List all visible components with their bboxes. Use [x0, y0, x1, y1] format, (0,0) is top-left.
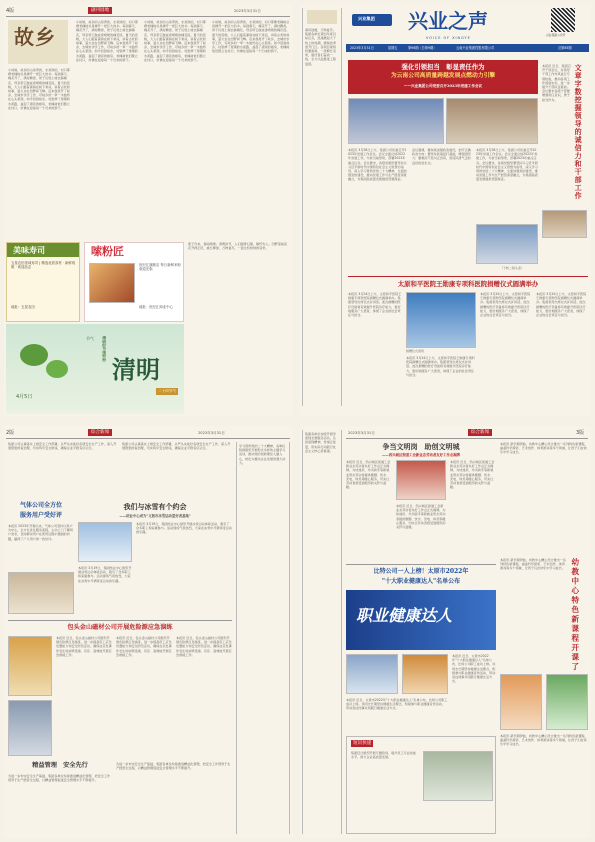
front-left-text: 春风送暖，万物复苏。集团各单位紧扣年度目标任务，迅速掀起大干快上的热潮，确保首季度开门红。各项目现场机器轰鸣，一派繁忙景象，建设者们奋战一线，全力以赴推进工程进度。 [305, 28, 336, 66]
health-headline-1: 比特公司一人上榜！太原市2022年 [373, 568, 469, 575]
qingtuan-icon [20, 344, 48, 366]
second-body-a: 本报讯 3月24日上午，太原和平医院王勋康专项科医院捐赠仪式圆满举办。集团领导出席仪式并讲话。此次捐赠的医疗设备将有效提升医院诊疗能力，更好地服务广大患者，体现了企业的社会责任与担当。 [348, 292, 402, 318]
health-body-a: 本报讯 近日，太原市2022年"十大职业健康达人"名单公布，比特公司职工成功上榜。该同志长期坚持健康生活理念，积极参与职业健康宣传活动，带动身边同事共同践行健康生活方式。 [452, 654, 496, 684]
civil-body-b: 本报讯 近日，西兴城区街道工会新业态劳动者友好工作点正式揭牌，为快递员、外卖骑手等新就业形态劳动者提供歇脚、饮水、充电、休息等暖心服务，切实让劳动者感受到组织的关怀与温暖。 [396, 504, 446, 530]
story-divider [348, 276, 588, 277]
article-body-b: 小时候，故乡的山是青的，水是绿的，村口那棵老槐树总是撑开一把巨大的伞。每到春天，槐花开了，满村飘香，孩子们爬上树去摘槐花，母亲用它做成香喷喷的槐花饭。夏天的夜晚，大人们摇着蒲扇在树下乘凉，讲着古老的故事，萤火虫在田野间飞舞。后来我离开了故乡，去城市求学工作，可故乡的一草一木始终在心头萦绕。如今回到故乡，村里修了宽阔的水泥路，盖起了漂亮的楼房，老槐树依旧挺立在村口，仿佛在迎接每一个归来的游子。 [76, 20, 138, 62]
second-body-b: 本报讯 3月24日上午，太原和平医院王勋康专项科医院捐赠仪式圆满举办。集团领导出席仪式并讲话。此次捐赠的医疗设备将有效提升医院诊疗能力，更好地服务广大患者，体现了企业的社会责任与担当。 [406, 356, 475, 377]
masthead-title: 兴业之声 [408, 9, 488, 33]
bl-right-text: 学习贯彻党的二十大精神，各单位积极组织开展形式多样的主题学习活动，推动党的创新理论入脑入心，转化为推动企业发展的强大动力。 [239, 444, 286, 465]
ad-sushi-text: 五星农田美味寿司 | 精选优质食材 · 新鲜现做 · 欢迎品尝 [11, 261, 76, 270]
right-feature-body: 本报讯 近日，集团召开干部会议，对领导干部工作作风进行专项检查，推动各项工作落到实处，进一步提升干部队伍素质。会议要求各级干部要增强责任意识，勇于担当作为。 [542, 64, 571, 102]
lead-body-a: 本报讯 3月28日上午，集团公司党委召开2023年党建工作会议。会议全面总结2022年党建工作，分析当前形势，部署2023年重点任务。会议要求，各级党组织要坚持以习近平新时代中国特色社会主义思想为指导，深入学习贯彻党的二十大精神，全面加强党的建设，推动党建工作与生产经营深度融合，为集团高质量发展提供坚强保证。 [348, 148, 407, 182]
front-left-column [302, 8, 342, 406]
publisher: 云南兴业集团控股有限公司 [456, 45, 495, 50]
civil-headline: 争当文明岗 助创文明城 [382, 442, 460, 451]
second-photo [406, 292, 476, 348]
health-banner [346, 590, 496, 650]
ad-sushi-address: 地址：五星农田 [11, 305, 35, 309]
qr-code-icon [551, 8, 575, 32]
section-tab: 副刊园地 [88, 7, 112, 14]
lead-photo-1 [348, 98, 444, 144]
civil-body-a: 本报讯 近日，西兴城区街道工会新业态劳动者友好工作点正式揭牌，为快递员、外卖骑手等新就业形态劳动者提供歇脚、饮水、充电、休息等暖心服务，切实让劳动者感受到组织的关怀与温暖。 [346, 460, 391, 490]
header-rule [6, 16, 290, 17]
article-body-a: 小时候，故乡的山是青的，水是绿的，村口那棵老槐树总是撑开一把巨大的伞。每到春天，槐花开了，满村飘香，孩子们爬上树去摘槐花，母亲用它做成香喷喷的槐花饭。夏天的夜晚，大人们摇着蒲扇在树下乘凉，讲着古老的故事，萤火虫在田野间飞舞。后来我离开了故乡，去城市求学工作，可故乡的一草一木始终在心头萦绕。如今回到故乡，村里修了宽阔的水泥路，盖起了漂亮的楼房，老槐树依旧挺立在村口，仿佛在迎接每一个归来的游子。 [8, 68, 70, 110]
ad-sushi [6, 242, 80, 322]
ad-noodle-address: 地址：世纪汇商业中心 [139, 305, 173, 309]
lead-body-c: 本报讯 3月28日上午，集团公司党委召开2023年党建工作会议。会议全面总结2022年党建工作，分析当前形势，部署2023年重点任务。会议要求，各级党组织要坚持以习近平新时代中国特色社会主义思想为指导，深入学习贯彻党的二十大精神，全面加强党的建设，推动党建工作与生产经营深度融合，为集团高质量发展提供坚强保证。 [476, 148, 538, 182]
civil-body-c: 本报讯 近日，西兴城区街道工会新业态劳动者友好工作点正式揭牌，为快递员、外卖骑手等新就业形态劳动者提供歇脚、饮水、充电、休息等暖心服务，切实让劳动者感受到组织的关怀与温暖。 [450, 460, 495, 490]
issue-date: 2023年3月31日 [350, 45, 374, 50]
intro-body-a: 集团公司认真落实上级安全工作部署，从严从实抓好各项安全生产工作，深入开展隐患排查治理，切实筑牢安全防线，确保企业平稳有序运行。 [8, 442, 117, 451]
ad-noodle-text: 世纪汇旗舰店 每日新鲜米粉 欢迎光临 [139, 263, 181, 272]
page-number: 4版 [6, 8, 15, 14]
masthead-en: VOICE OF XINGYE [426, 36, 471, 40]
drill-photo-2 [8, 700, 52, 756]
kindergarten-body-bottom: 本报讯 新学期伊始，幼教中心精心设计推出一系列特色新课程，涵盖科学探索、艺术创作、体育游戏等多个领域，让孩子们在快乐中学习成长。 [500, 734, 588, 747]
gas-headline-1: 气体公司全方位 [19, 502, 62, 509]
ad-noodle-title: 嗦粉匠 [91, 245, 124, 258]
gas-photo [8, 572, 74, 614]
right-feature-title: 文章字数挖掘领导的诚信力和干部工作 [574, 64, 584, 200]
kindergarten-feature [500, 442, 588, 834]
qingming-subtitle: 节气 [86, 336, 94, 341]
second-photo-caption: 捐赠仪式现场 [406, 349, 425, 353]
second-body-c: 本报讯 3月24日上午，太原和平医院王勋康专项科医院捐赠仪式圆满举办。集团领导出席仪式并讲话。此次捐赠的医疗设备将有效提升医院诊疗能力，更好地服务广大患者，体现了企业的社会责任与担当。 [480, 292, 531, 318]
drill-body-a: 本报讯 近日，包头金山磁材公司组织开展危险源应急演练，进一步提高员工应急处置能力和安全防范意识，确保在突发事件发生时能够迅速、有序、高效地开展应急救援工作。 [56, 636, 112, 657]
page-date: 2023年3月31日 [198, 431, 225, 435]
lead-photo-2 [446, 98, 538, 144]
side-column: 燕子归来，春雨绵绵。清明时节，人们踏青扫墓，缅怀先人。田野里油菜花开得正旺，桃红柳绿，万物复苏，一派生机勃勃的景象。 [188, 242, 287, 251]
issue-weekday: 星期五 [388, 45, 398, 50]
second-headline: 太原和平医院王勋康专项科医院捐赠仪式圆满举办 [397, 280, 539, 288]
health-banner-text: 职业健康达人 [356, 606, 453, 625]
news-brief-body: 集团近日组织开展专题培训，提升员工专业技能水平，助力企业高质量发展。 [351, 751, 416, 760]
qr-caption: 兴业集团公众号 [546, 33, 566, 37]
health-headline-2: "十大职业健康达人"名单公布 [381, 578, 461, 585]
lead-headline-banner [348, 60, 538, 94]
health-body-b: 本报讯 近日，太原市2022年"十大职业健康达人"名单公布，比特公司职工成功上榜。该同志长期坚持健康生活理念，积极参与职业健康宣传活动，带动身边同事共同践行健康生活方式。 [346, 698, 448, 711]
title-art [8, 20, 68, 64]
qingming-poster [6, 324, 184, 414]
br-left-text: 集团各单位持续开展学雷锋志愿服务活动，弘扬雷锋精神，传递正能量，用实际行动践行社会主义核心价值观。 [305, 432, 336, 453]
kindergarten-photo-2 [546, 674, 588, 730]
bl-right-column [236, 442, 290, 834]
qingming-tag: 二十四节气 [158, 389, 176, 393]
section-tab: 综合新闻 [468, 429, 492, 436]
page-date: 2023年3月31日 [348, 431, 375, 435]
qingming-verse: 清明时节雨纷纷 [102, 336, 107, 362]
section-tab: 综合新闻 [88, 429, 112, 436]
qingming-date: 4月5日 [16, 394, 33, 400]
column-logo-box [307, 10, 337, 24]
page-date: 2023年3月31日 [234, 9, 261, 13]
issue-total: 总第85期 [558, 45, 572, 50]
drill-body-c: 本报讯 近日，包头金山磁材公司组织开展危险源应急演练，进一步提高员工应急处置能力和安全防范意识，确保在突发事件发生时能够迅速、有序、高效地开展应急救援工作。 [176, 636, 232, 657]
snow-subheadline: ——结业中心成为"文旅市冰雪运动爱好者基地" [119, 514, 191, 518]
company-name: 兴业集团 [358, 16, 375, 21]
news-brief-title: 短讯快递 [353, 740, 372, 746]
lead-body-b: 会议强调，要持续加强政治建设，把牢正确政治方向；要坚持抓基层打基础，增强组织力；要驰而不息纠正四风，营造风清气正的良好政治生态。 [412, 148, 471, 165]
kindergarten-photo-1 [500, 674, 542, 730]
news-brief-box [346, 736, 496, 834]
header-rule [346, 438, 588, 439]
page-2 [4, 426, 293, 838]
drill-headline: 包头金山磁材公司开展危险源应急演练 [67, 624, 173, 631]
lead-headline-1: 强化引领担当 彰显责任作为 [401, 63, 485, 71]
health-photo-2 [402, 654, 448, 694]
snow-photo [78, 522, 132, 562]
page-3 [300, 426, 591, 838]
health-photo-1 [346, 654, 398, 694]
snow-headline: 我们与冰雪有个约会 [123, 502, 187, 511]
kindergarten-title: 幼教中心特色新课程开课了 [570, 558, 580, 672]
ad-sushi-title: 美味寿司 [13, 245, 45, 255]
news-brief-photo [423, 751, 493, 801]
br-left-column [302, 430, 342, 834]
gas-body: 本报讯 2023年开春以来，气体公司坚持以用户为中心，全方位优化服务流程，主动上门了解用户需求，及时解决用户在使用过程中遇到的问题，赢得了广大用户的一致好评。 [8, 524, 73, 541]
header-rule [6, 438, 290, 439]
page-4 [4, 4, 293, 416]
continued-note: （下转二版头条） [500, 266, 525, 270]
right-feature [542, 60, 589, 274]
civil-photo [396, 460, 446, 500]
lean-headline: 精益管理 安全先行 [32, 762, 88, 769]
intro-body-b: 集团公司认真落实上级安全工作部署，从严从实抓好各项安全生产工作，深入开展隐患排查治理，切实筑牢安全防线，确保企业平稳有序运行。 [122, 442, 231, 451]
lead-photo-3 [476, 224, 538, 264]
gas-headline-2: 服务用户受好评 [19, 512, 62, 519]
kindergarten-body-top: 本报讯 新学期伊始，幼教中心精心设计推出一系列特色新课程，涵盖科学探索、艺术创作、体育游戏等多个领域，让孩子们在快乐中学习成长。 [500, 442, 588, 455]
page-number: 2版 [6, 430, 15, 436]
page-number: 3版 [576, 430, 585, 436]
masthead [346, 6, 589, 56]
ad-noodle-photo [89, 263, 135, 303]
issue-number: 第96期（总第9期） [408, 45, 437, 50]
health-divider [346, 564, 496, 565]
section-title: 故乡 [14, 25, 56, 49]
snow-body: 本报讯 3月19日，集团结业中心组织开展冰雪运动体验活动，吸引了众多职工和家属参与。活动现场气氛热烈，大家在冰雪中尽情享受运动的乐趣。 [136, 522, 232, 535]
ad-noodle [84, 242, 184, 322]
drill-photo-1 [8, 636, 52, 696]
lead-headline-2: 为云南公司高质量跨越发展点燃动力引擎 [390, 73, 496, 79]
drill-body-b: 本报讯 近日，包头金山磁材公司组织开展危险源应急演练，进一步提高员工应急处置能力和安全防范意识，确保在突发事件发生时能够迅速、有序、高效地开展应急救援工作。 [116, 636, 172, 657]
civil-subheadline: ——西兴城区街道工会新业态劳动者友好工作点揭牌 [382, 453, 460, 457]
lead-subline: ——兴业集团公司党委召开2023年党建工作会议 [403, 84, 483, 88]
lean-body-b: 为进一步夯实安全生产基础，集团各单位持续推进精益化管理，把安全工作贯穿于生产经营全过程，以精益管理促进安全管理水平不断提升。 [116, 762, 231, 771]
right-feature-photo [542, 210, 587, 238]
article-body-c: 小时候，故乡的山是青的，水是绿的，村口那棵老槐树总是撑开一把巨大的伞。每到春天，槐花开了，满村飘香，孩子们爬上树去摘槐花，母亲用它做成香喷喷的槐花饭。夏天的夜晚，大人们摇着蒲扇在树下乘凉，讲着古老的故事，萤火虫在田野间飞舞。后来我离开了故乡，去城市求学工作，可故乡的一草一木始终在心头萦绕。如今回到故乡，村里修了宽阔的水泥路，盖起了漂亮的楼房，老槐树依旧挺立在村口，仿佛在迎接每一个归来的游子。 [144, 20, 206, 62]
drill-divider [8, 620, 232, 621]
article-body-d: 小时候，故乡的山是青的，水是绿的，村口那棵老槐树总是撑开一把巨大的伞。每到春天，槐花开了，满村飘香，孩子们爬上树去摘槐花，母亲用它做成香喷喷的槐花饭。夏天的夜晚，大人们摇着蒲扇在树下乘凉，讲着古老的故事，萤火虫在田野间飞舞。后来我离开了故乡，去城市求学工作，可故乡的一草一木始终在心头萦绕。如今回到故乡，村里修了宽阔的水泥路，盖起了漂亮的楼房，老槐树依旧挺立在村口，仿佛在迎接每一个归来的游子。 [212, 20, 290, 54]
snow-body-b: 本报讯 3月19日，集团结业中心组织开展冰雪运动体验活动，吸引了众多职工和家属参与。活动现场气氛热烈，大家在冰雪中尽情享受运动的乐趣。 [78, 566, 132, 583]
lean-body: 为进一步夯实安全生产基础，集团各单位持续推进精益化管理，把安全工作贯穿于生产经营全过程，以精益管理促进安全管理水平不断提升。 [8, 774, 111, 783]
kindergarten-body-mid: 本报讯 新学期伊始，幼教中心精心设计推出一系列特色新课程，涵盖科学探索、艺术创作、体育游戏等多个领域，让孩子们在快乐中学习成长。 [500, 558, 566, 571]
qingtuan-icon-2 [46, 360, 68, 378]
front-page [300, 4, 591, 416]
qingming-title: 清明 [112, 355, 160, 384]
second-body-d: 本报讯 3月24日上午，太原和平医院王勋康专项科医院捐赠仪式圆满举办。集团领导出席仪式并讲话。此次捐赠的医疗设备将有效提升医院诊疗能力，更好地服务广大患者，体现了企业的社会责任与担当。 [536, 292, 587, 318]
